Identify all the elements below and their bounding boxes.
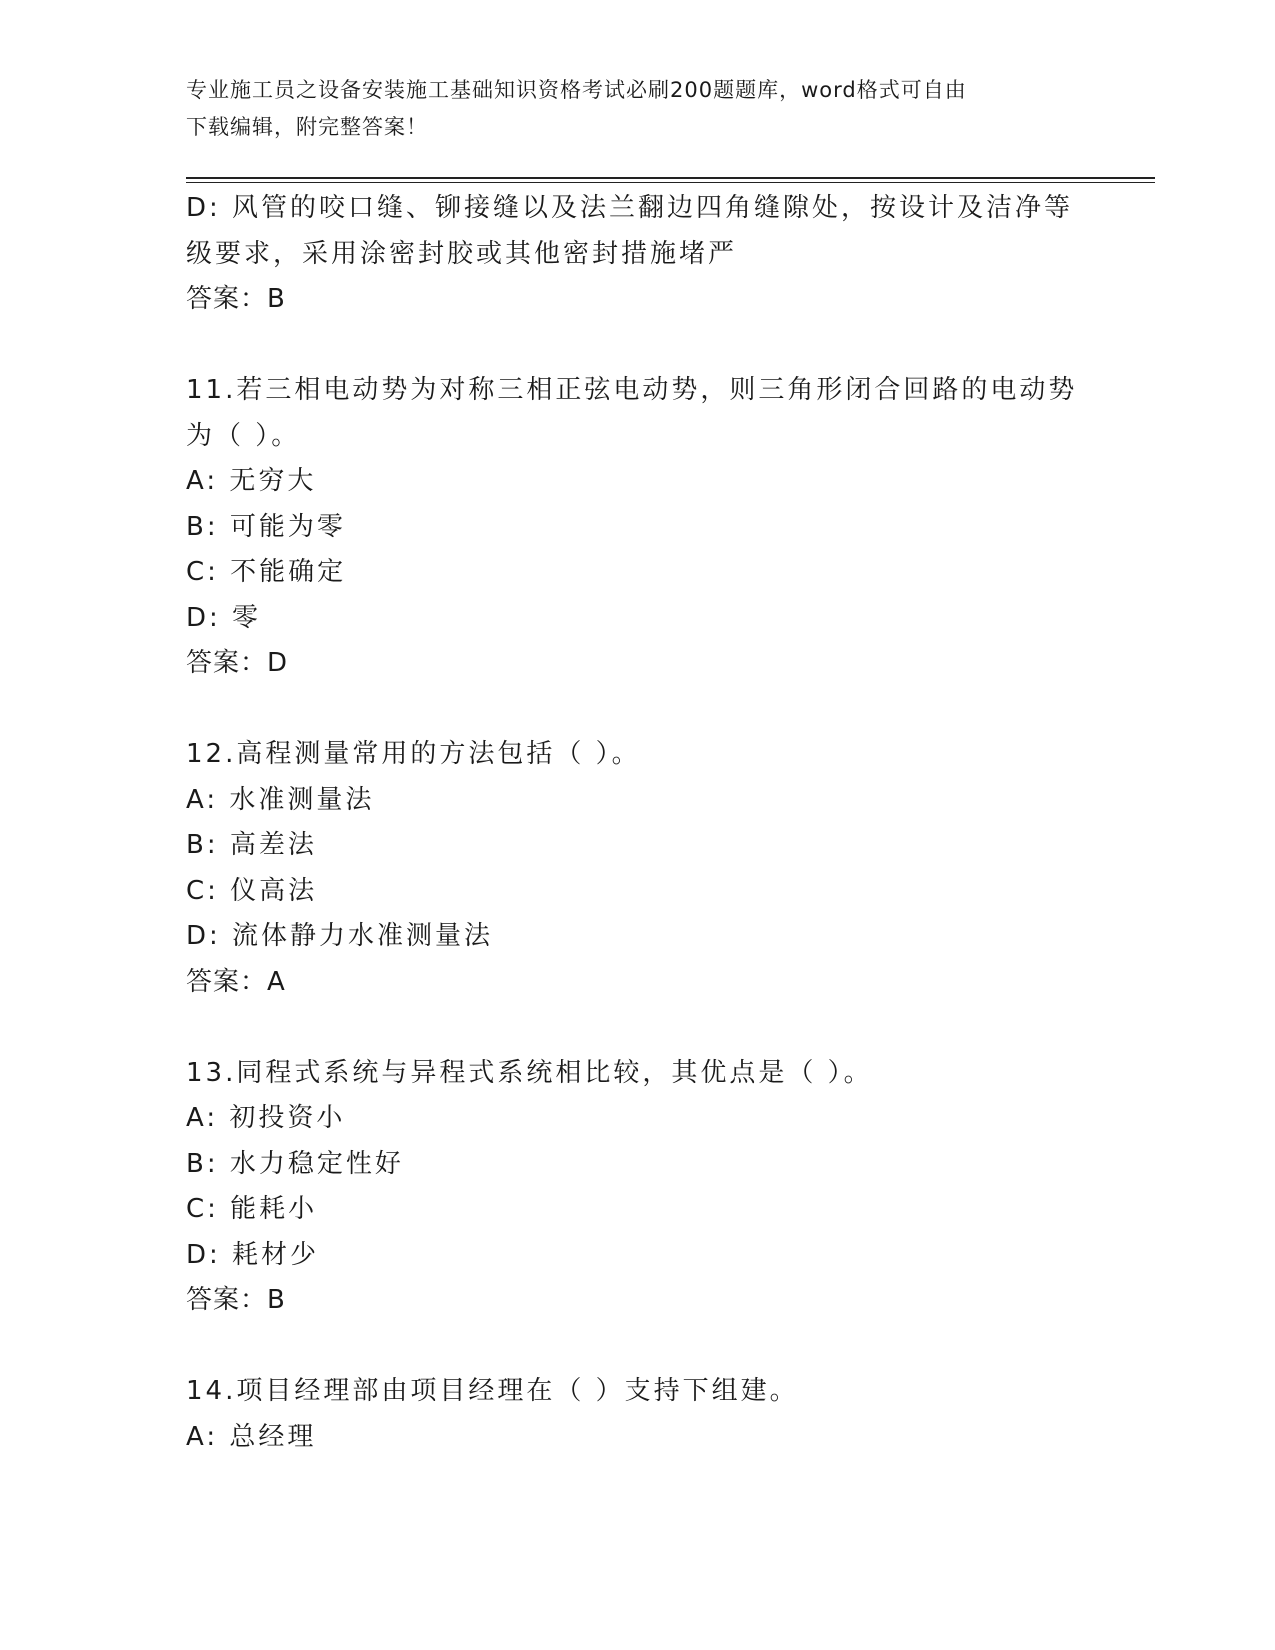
answer: 答案：A bbox=[186, 966, 286, 997]
option-a: A: 水准测量法 bbox=[186, 784, 375, 815]
answer: 答案：D bbox=[186, 648, 289, 678]
option-d-continued: 级要求，采用涂密封胶或其他密封措施堵严 bbox=[186, 238, 738, 269]
question-stem: 14.项目经理部由项目经理在（ ）支持下组建。 bbox=[186, 1376, 799, 1406]
option-b: B: 水力稳定性好 bbox=[186, 1148, 404, 1179]
answer: 答案：B bbox=[186, 284, 286, 314]
question-14 bbox=[186, 1369, 1086, 1460]
header-line-1: 专业施工员之设备安装施工基础知识资格考试必刷200题题库，word格式可自由 bbox=[186, 78, 967, 102]
header-rule-thick bbox=[186, 177, 1155, 179]
answer: 答案：B bbox=[186, 1285, 286, 1315]
option-b: B: 高差法 bbox=[186, 830, 317, 860]
question-10-tail bbox=[186, 186, 1086, 323]
option-d: D: 风管的咬口缝、铆接缝以及法兰翻边四角缝隙处，按设计及洁净等 bbox=[186, 193, 1074, 223]
option-a: A: 无穷大 bbox=[186, 466, 317, 496]
question-stem-continued: 为（ ）。 bbox=[186, 420, 301, 451]
question-12 bbox=[186, 732, 1086, 1005]
question-11 bbox=[186, 368, 1086, 687]
option-a: A: 初投资小 bbox=[186, 1103, 346, 1133]
document-header bbox=[186, 72, 1086, 146]
header-line-2: 下载编辑，附完整答案！ bbox=[186, 115, 428, 139]
option-d: D: 流体静力水准测量法 bbox=[186, 921, 494, 951]
header-rule-thin bbox=[186, 182, 1155, 183]
option-d: D: 耗材少 bbox=[186, 1239, 320, 1270]
question-stem: 12.高程测量常用的方法包括（ ）。 bbox=[186, 739, 641, 769]
option-b: B: 可能为零 bbox=[186, 511, 346, 542]
question-list bbox=[186, 186, 1086, 1460]
option-c: C: 能耗小 bbox=[186, 1194, 318, 1224]
option-c: C: 仪高法 bbox=[186, 875, 318, 906]
option-a: A: 总经理 bbox=[186, 1421, 317, 1452]
question-13 bbox=[186, 1051, 1086, 1324]
option-c: C: 不能确定 bbox=[186, 557, 347, 587]
question-stem: 11.若三相电动势为对称三相正弦电动势，则三角形闭合回路的电动势 bbox=[186, 375, 1078, 405]
question-stem: 13.同程式系统与异程式系统相比较，其优点是（ ）。 bbox=[186, 1057, 873, 1088]
option-d: D: 零 bbox=[186, 602, 262, 633]
